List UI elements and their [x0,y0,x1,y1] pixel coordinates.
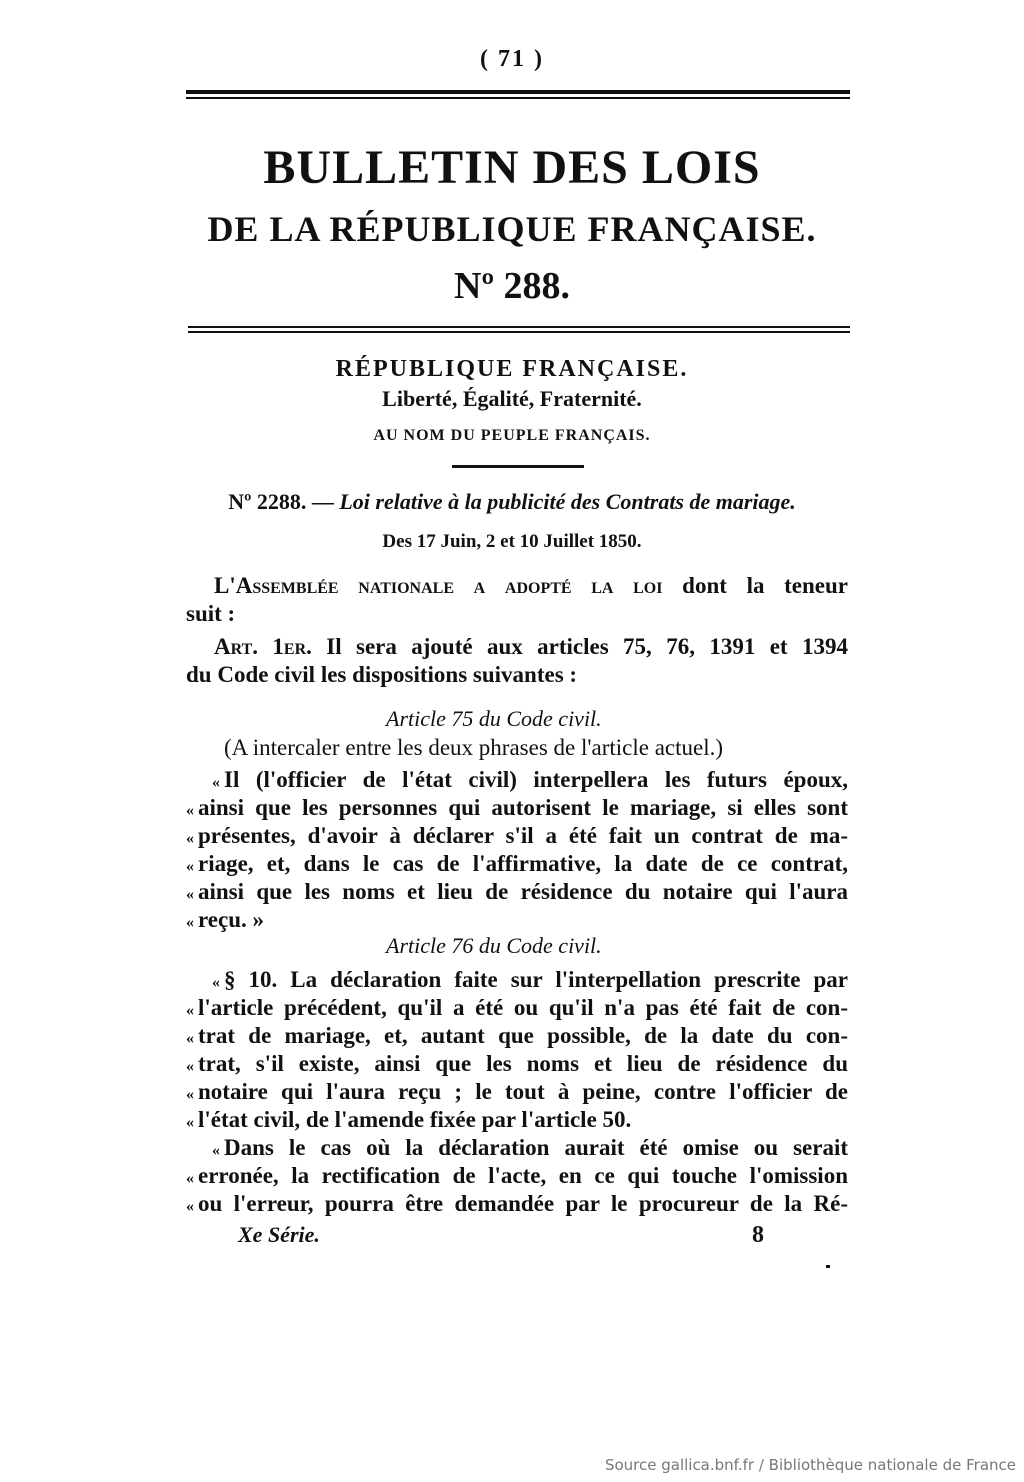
art75-line-1: « Il (l'officier de l'état civil) interpellera les futurs époux, [212,766,848,797]
quote-mark: « [186,886,194,903]
art75-line-6: « reçu. » [186,906,848,937]
art76-line-5: « notaire qui l'aura reçu ; le tout à peine, contre l'officier de [186,1078,848,1109]
art76-line-1: « § 10. La déclaration faite sur l'interpellation prescrite par [212,966,848,997]
header-rule-thick [186,90,850,94]
quote-mark: « [186,1058,194,1075]
republic-motto: Liberté, Égalité, Fraternité. [382,386,642,411]
ornament-rule [452,465,584,468]
bulletin-subtitle: DE LA RÉPUBLIQUE FRANÇAISE. [207,209,817,249]
quote-mark: « [212,974,220,991]
republic-name: RÉPUBLIQUE FRANÇAISE. [335,356,689,382]
masthead-rule-top [188,326,850,328]
art76-line-2: « l'article précédent, qu'il a été ou qu'il n'a pas été fait de con- [186,994,848,1025]
art75-note: (A intercaler entre les deux phrases de l'article actuel.) [224,735,724,760]
quote-mark: « [186,858,194,875]
bulletin-number: Nº 288. [454,265,570,307]
art1-label: Art. 1er. [214,634,312,659]
quote-mark: « [186,1086,194,1103]
page-number: ( 71 ) [480,46,544,72]
art75-line-3: « présentes, d'avoir à déclarer s'il a été fait un contrat de ma- [186,822,848,853]
art1-text: Il sera ajouté aux articles 75, 76, 1391 et 1394 [311,634,848,659]
header-rule-thin [186,97,850,99]
quote-mark: « [212,774,220,791]
quote-mark: « [186,914,194,931]
ink-speck [826,1265,830,1268]
art76-line-3: « trat de mariage, et, autant que possible, de la date du con- [186,1022,848,1053]
bulletin-title: BULLETIN DES LOIS [263,141,761,194]
art75-line-4: « riage, et, dans le cas de l'affirmative, la date de ce contrat, [186,850,848,881]
art76-line-8: « erronée, la rectification de l'acte, en ce qui touche l'omission [186,1162,848,1193]
masthead-rule-bottom [188,331,850,333]
art75-line-5: « ainsi que les noms et lieu de résidence du notaire qui l'aura [186,878,848,909]
quote-mark: « [186,1030,194,1047]
quote-mark: « [186,1170,194,1187]
quote-mark: « [186,1114,194,1131]
art75-line-2: « ainsi que les personnes qui autorisent le mariage, si elles sont [186,794,848,825]
art1-line-1 [214,633,848,661]
quote-mark: « [186,1198,194,1215]
quote-mark: « [212,1142,220,1159]
law-dates: Des 17 Juin, 2 et 10 Juillet 1850. [382,531,642,552]
intro-line-2: suit : [186,601,236,626]
intro-rest-text: dont la teneur [662,573,848,598]
art76-line-6: « l'état civil, de l'amende fixée par l'article 50. [186,1106,848,1137]
law-number: Nº 2288. — [228,489,340,514]
series-label: Xe Série. [238,1222,320,1247]
art1-line-2: du Code civil les dispositions suivantes : [186,662,578,687]
art75-heading: Article 75 du Code civil. [386,706,602,731]
quote-mark: « [186,802,194,819]
art76-line-7: « Dans le cas où la déclaration aurait été omise ou serait [212,1134,848,1165]
art76-line-9: « ou l'erreur, pourra être demandée par le procureur de la Ré- [186,1190,848,1221]
law-title: Loi relative à la publicité des Contrats de mariage. [339,489,796,514]
art76-line-4: « trat, s'il existe, ainsi que les noms et lieu de résidence du [186,1050,848,1081]
law-heading [0,489,1024,515]
signature-mark: 8 [752,1222,764,1248]
intro-line-1 [214,572,848,600]
source-credit: Source gallica.bnf.fr / Bibliothèque nationale de France [604,1456,1016,1474]
quote-mark: « [186,830,194,847]
quote-mark: « [186,1002,194,1019]
republic-invocation: AU NOM DU PEUPLE FRANÇAIS. [373,427,651,444]
art76-heading: Article 76 du Code civil. [386,933,602,958]
intro-assembly-text: L'Assemblée nationale a adopté la loi [214,573,663,598]
